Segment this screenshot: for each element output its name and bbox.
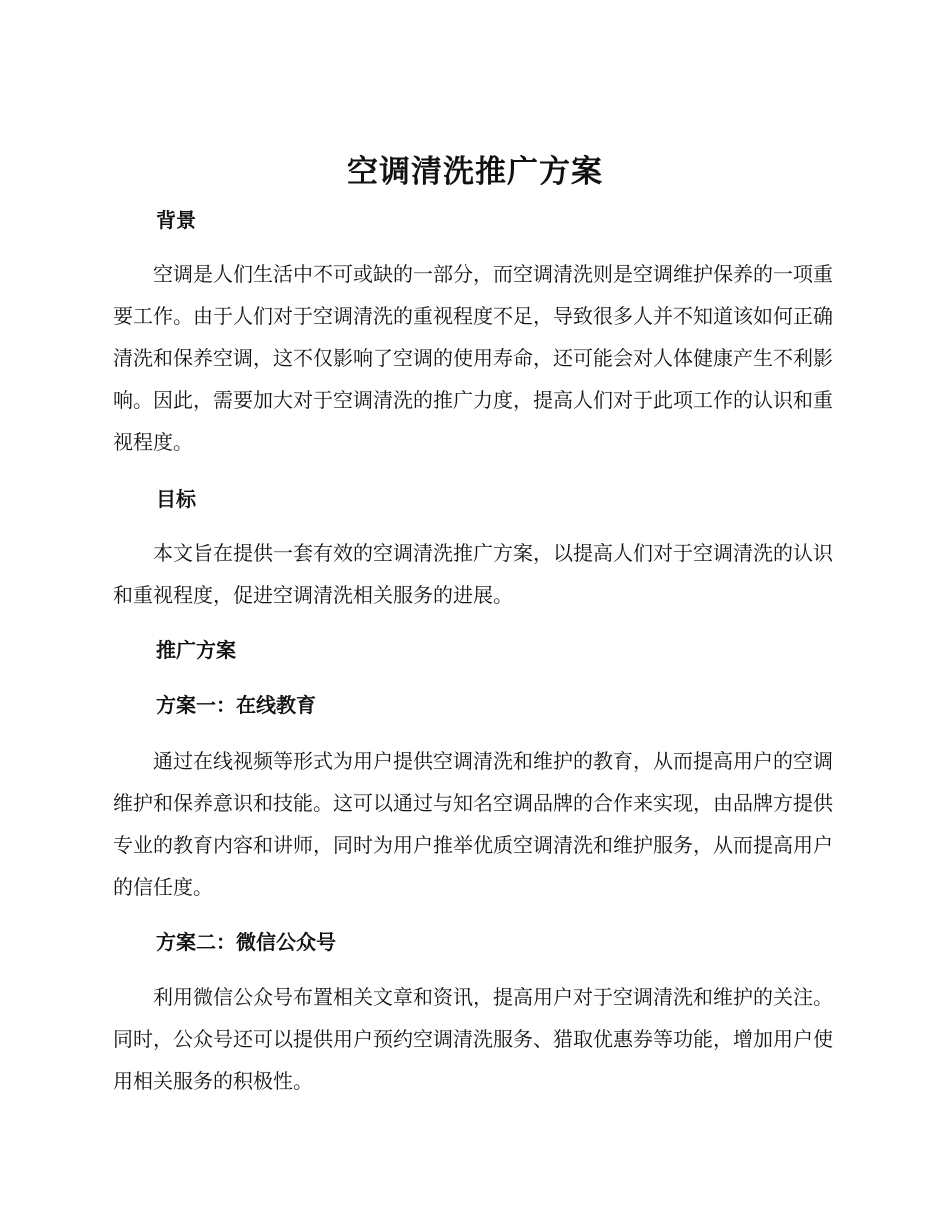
section-heading-plan: 推广方案 bbox=[156, 638, 236, 662]
section-heading-plan-two: 方案二：微信公众号 bbox=[156, 930, 336, 954]
section-paragraph-background: 空调是人们生活中不可或缺的一部分，而空调清洗则是空调维护保养的一项重要工作。由于人们对于空调清洗的重视程度不足，导致很多人并不知道该如何正确清洗和保养空调，这不仅影响了空调的使用寿命，还可能会对人体健康产生不利影响。因此，需要加大对于空调清洗的推广力度，提高人们对于此项工作的认识和重视程度。 bbox=[113, 262, 833, 454]
section-paragraph-goal: 本文旨在提供一套有效的空调清洗推广方案，以提高人们对于空调清洗的认识和重视程度，促进空调清洗相关服务的进展。 bbox=[113, 541, 833, 607]
section-heading-plan-one: 方案一：在线教育 bbox=[156, 693, 316, 717]
section-paragraph-plan-two: 利用微信公众号布置相关文章和资讯，提高用户对于空调清洗和维护的关注。同时，公众号还可以提供用户预约空调清洗服务、猎取优惠券等功能，增加用户使用相关服务的积极性。 bbox=[113, 985, 833, 1093]
document-title: 空调清洗推广方案 bbox=[347, 154, 603, 190]
section-heading-goal: 目标 bbox=[156, 487, 196, 511]
section-heading-background: 背景 bbox=[156, 208, 196, 232]
section-paragraph-plan-one: 通过在线视频等形式为用户提供空调清洗和维护的教育，从而提高用户的空调维护和保养意识和技能。这可以通过与知名空调品牌的合作来实现，由品牌方提供专业的教育内容和讲师，同时为用户推举优质空调清洗和维护服务，从而提高用户的信任度。 bbox=[113, 749, 833, 899]
